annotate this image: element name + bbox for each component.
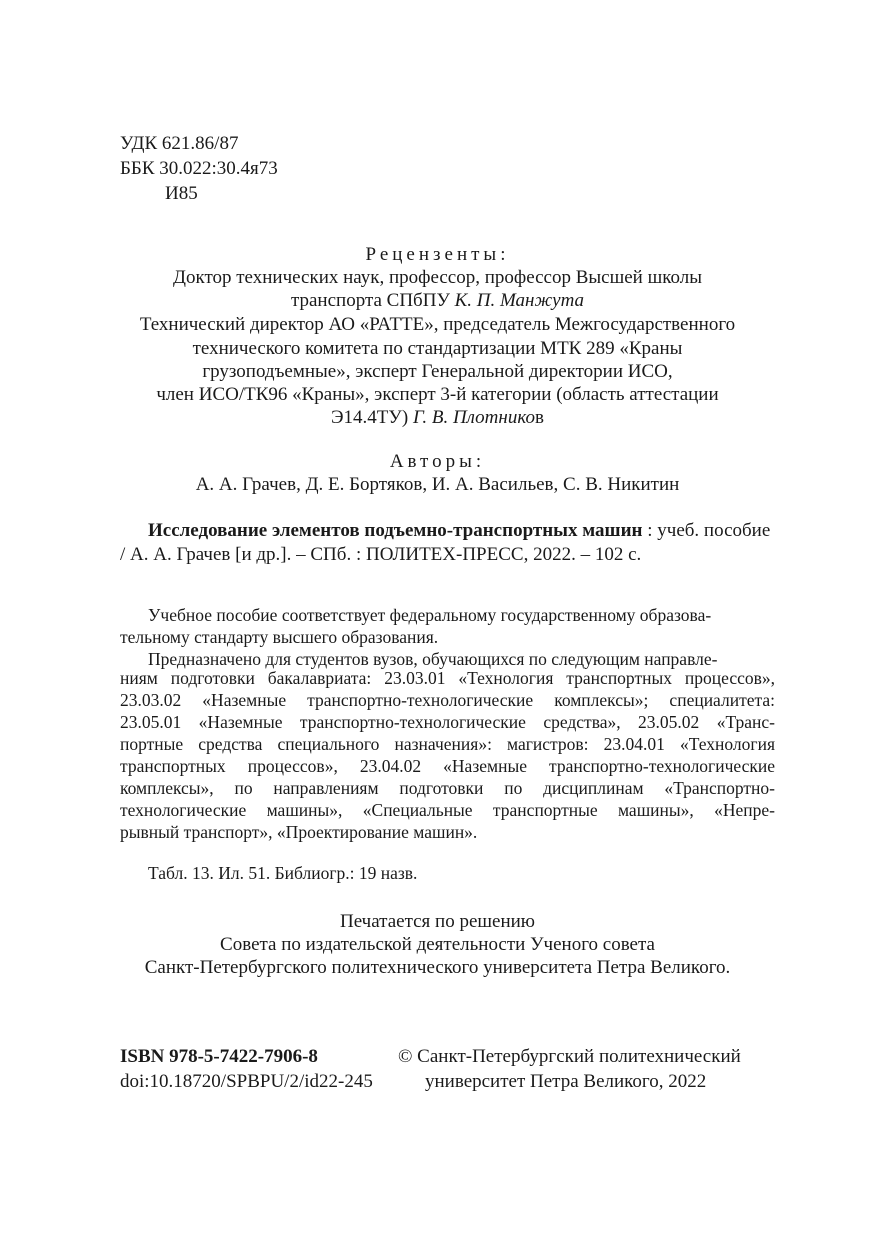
publication-note-line-3: Санкт-Петербургского политехнического университета Петра Великого. (144, 957, 731, 978)
abstract-p2-line-3: 23.03.02 «Наземные транспортно-технологические комплексы»; специалитета: (120, 690, 775, 710)
bibliographic-line-1: Исследование элементов подъемно-транспортных машин : учеб. пособие (148, 520, 771, 541)
reviewers-heading: Рецензенты: (365, 244, 510, 265)
copyright-line-1: © Санкт-Петербургский политехнический (398, 1046, 741, 1067)
copyright-line-2: университет Петра Великого, 2022 (425, 1071, 707, 1092)
reviewer-2-line-4: член ИСО/ТК96 «Краны», эксперт 3-й категории (область аттестации (156, 384, 719, 405)
authors-heading: Авторы: (389, 451, 486, 472)
authors-list: А. А. Грачев, Д. Е. Бортяков, И. А. Васильев, С. В. Никитин (195, 474, 680, 495)
isbn: ISBN 978-5-7422-7906-8 (120, 1046, 318, 1067)
reviewer-2-name: Г. В. Плотнико (412, 407, 535, 428)
reviewer-2-line-3: грузоподъемные», эксперт Генеральной директории ИСО, (202, 361, 673, 382)
bbk-code: ББК 30.022:30.4я73 (120, 158, 278, 179)
bibliographic-line-2: / А. А. Грачев [и др.]. – СПб. : ПОЛИТЕХ-ПРЕСС, 2022. – 102 с. (120, 544, 642, 565)
reviewer-1-line-1: Доктор технических наук, профессор, профессор Высшей школы (173, 267, 702, 288)
abstract-stats: Табл. 13. Ил. 51. Библиогр.: 19 назв. (148, 863, 418, 883)
abstract-p2-line-4: 23.05.01 «Наземные транспортно-технологические средства», 23.05.02 «Транс- (120, 712, 775, 732)
abstract-p1-line-2: тельному стандарту высшего образования. (120, 627, 439, 647)
abstract-p2-line-1: Предназначено для студентов вузов, обучающихся по следующим направле- (148, 649, 718, 669)
reviewer-2-line-1: Технический директор АО «РАТТЕ», председатель Межгосударственного (139, 314, 736, 335)
author-mark: И85 (165, 183, 198, 204)
abstract-p2-line-7: комплексы», по направлениям подготовки по дисциплинам «Транспортно- (120, 778, 775, 798)
abstract-p2-line-9: рывный транспорт», «Проектирование машин». (120, 822, 478, 842)
abstract-p1-line-1: Учебное пособие соответствует федеральному государственному образова- (148, 605, 712, 625)
abstract-p2-line-8: технологические машины», «Специальные транспортные машины», «Непре- (120, 800, 775, 820)
publication-note-line-2: Совета по издательской деятельности Ученого совета (220, 934, 655, 955)
udk-code: УДК 621.86/87 (120, 133, 239, 154)
abstract-p2-line-6: транспортных процессов», 23.04.02 «Наземные транспортно-технологические (120, 756, 775, 776)
doi: doi:10.18720/SPBPU/2/id22-245 (120, 1071, 373, 1092)
reviewer-1-name: К. П. Манжута (454, 290, 585, 311)
book-title: Исследование элементов подъемно-транспортных машин (148, 520, 643, 541)
reviewer-2-line-2: технического комитета по стандартизации МТК 289 «Краны (192, 338, 683, 359)
reviewer-2-line-5: Э14.4ТУ) Г. В. Плотников (331, 407, 544, 428)
abstract-p2-line-2: ниям подготовки бакалавриата: 23.03.01 «Технология транспортных процессов», (120, 668, 775, 688)
reviewer-1-line-2: транспорта СПбПУ К. П. Манжута (290, 290, 585, 311)
abstract-p2-line-5: портные средства специального назначения»: магистров: 23.04.01 «Технология (120, 734, 775, 754)
publication-note-line-1: Печатается по решению (340, 911, 535, 932)
